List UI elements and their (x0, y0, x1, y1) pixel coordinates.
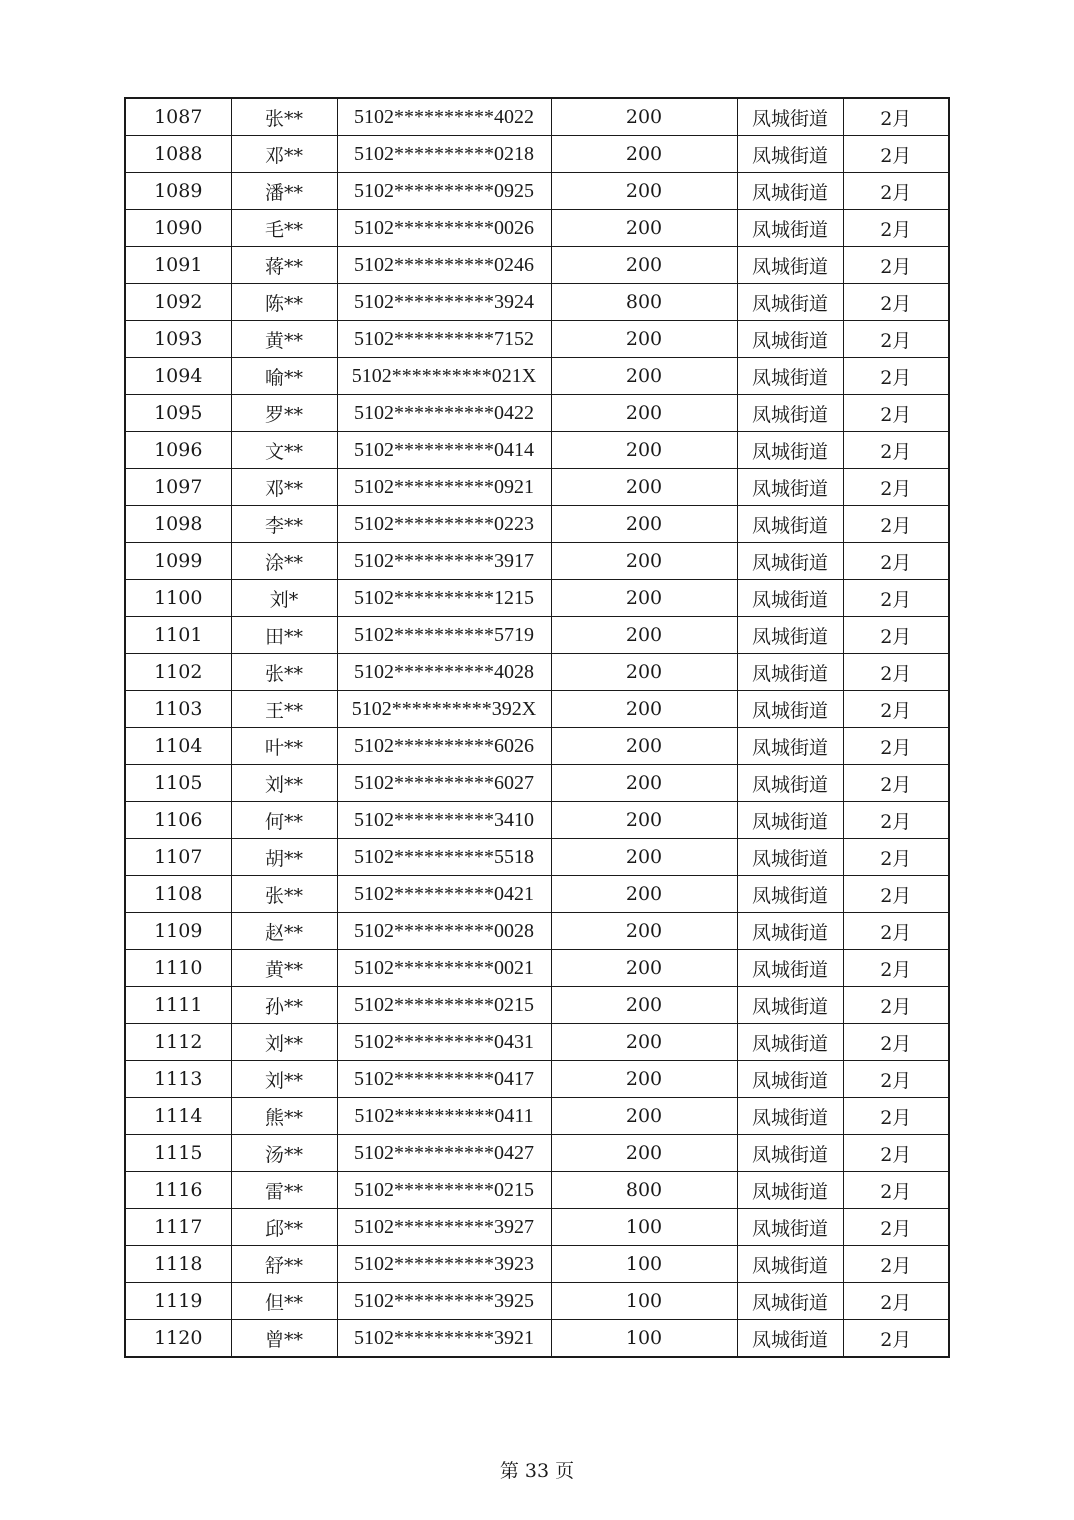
street-cell: 凤城街道 (737, 98, 843, 136)
name-cell: 喻** (231, 358, 337, 395)
street-cell: 凤城街道 (737, 987, 843, 1024)
row-number-cell: 1088 (125, 136, 231, 173)
row-number-cell: 1120 (125, 1320, 231, 1358)
id-number-cell: 5102**********6027 (337, 765, 551, 802)
street-cell: 凤城街道 (737, 950, 843, 987)
row-number-cell: 1106 (125, 802, 231, 839)
street-cell: 凤城街道 (737, 580, 843, 617)
id-number-cell: 5102**********0026 (337, 210, 551, 247)
month-cell: 2月 (843, 173, 949, 210)
table-row (125, 802, 949, 839)
row-number-cell: 1093 (125, 321, 231, 358)
name-cell: 邱** (231, 1209, 337, 1246)
amount-cell: 100 (551, 1320, 737, 1358)
name-cell: 毛** (231, 210, 337, 247)
row-number-cell: 1109 (125, 913, 231, 950)
street-cell: 凤城街道 (737, 247, 843, 284)
amount-cell: 100 (551, 1283, 737, 1320)
table-row (125, 913, 949, 950)
name-cell: 何** (231, 802, 337, 839)
table-row (125, 987, 949, 1024)
name-cell: 但** (231, 1283, 337, 1320)
amount-cell: 200 (551, 1061, 737, 1098)
page-number: 第 33 页 (499, 1460, 575, 1482)
row-number-cell: 1094 (125, 358, 231, 395)
table-row (125, 543, 949, 580)
id-number-cell: 5102**********6026 (337, 728, 551, 765)
amount-cell: 200 (551, 876, 737, 913)
table-row (125, 1209, 949, 1246)
id-number-cell: 5102**********0215 (337, 1172, 551, 1209)
table-row (125, 173, 949, 210)
street-cell: 凤城街道 (737, 1135, 843, 1172)
amount-cell: 200 (551, 1098, 737, 1135)
id-number-cell: 5102**********3923 (337, 1246, 551, 1283)
amount-cell: 200 (551, 1135, 737, 1172)
id-number-cell: 5102**********1215 (337, 580, 551, 617)
name-cell: 王** (231, 691, 337, 728)
table-row (125, 358, 949, 395)
street-cell: 凤城街道 (737, 1098, 843, 1135)
row-number-cell: 1099 (125, 543, 231, 580)
beneficiary-table (124, 97, 950, 1358)
month-cell: 2月 (843, 1024, 949, 1061)
table-row (125, 1283, 949, 1320)
month-cell: 2月 (843, 1061, 949, 1098)
month-cell: 2月 (843, 654, 949, 691)
street-cell: 凤城街道 (737, 358, 843, 395)
row-number-cell: 1115 (125, 1135, 231, 1172)
amount-cell: 100 (551, 1246, 737, 1283)
name-cell: 曾** (231, 1320, 337, 1358)
row-number-cell: 1112 (125, 1024, 231, 1061)
amount-cell: 200 (551, 395, 737, 432)
name-cell: 文** (231, 432, 337, 469)
street-cell: 凤城街道 (737, 802, 843, 839)
name-cell: 潘** (231, 173, 337, 210)
table-row (125, 1135, 949, 1172)
month-cell: 2月 (843, 210, 949, 247)
month-cell: 2月 (843, 136, 949, 173)
street-cell: 凤城街道 (737, 728, 843, 765)
table-row (125, 284, 949, 321)
table-row (125, 247, 949, 284)
table-row (125, 1320, 949, 1358)
street-cell: 凤城街道 (737, 432, 843, 469)
row-number-cell: 1104 (125, 728, 231, 765)
id-number-cell: 5102**********7152 (337, 321, 551, 358)
id-number-cell: 5102**********0921 (337, 469, 551, 506)
row-number-cell: 1098 (125, 506, 231, 543)
street-cell: 凤城街道 (737, 173, 843, 210)
month-cell: 2月 (843, 802, 949, 839)
street-cell: 凤城街道 (737, 210, 843, 247)
name-cell: 刘** (231, 1061, 337, 1098)
month-cell: 2月 (843, 1283, 949, 1320)
id-number-cell: 5102**********0215 (337, 987, 551, 1024)
table-row (125, 950, 949, 987)
amount-cell: 200 (551, 728, 737, 765)
row-number-cell: 1102 (125, 654, 231, 691)
name-cell: 邓** (231, 469, 337, 506)
row-number-cell: 1095 (125, 395, 231, 432)
table-row (125, 136, 949, 173)
street-cell: 凤城街道 (737, 506, 843, 543)
id-number-cell: 5102**********0411 (337, 1098, 551, 1135)
street-cell: 凤城街道 (737, 1209, 843, 1246)
month-cell: 2月 (843, 98, 949, 136)
table-row (125, 765, 949, 802)
row-number-cell: 1113 (125, 1061, 231, 1098)
street-cell: 凤城街道 (737, 913, 843, 950)
amount-cell: 200 (551, 321, 737, 358)
name-cell: 张** (231, 654, 337, 691)
street-cell: 凤城街道 (737, 1061, 843, 1098)
name-cell: 黄** (231, 950, 337, 987)
month-cell: 2月 (843, 1209, 949, 1246)
name-cell: 李** (231, 506, 337, 543)
amount-cell: 800 (551, 284, 737, 321)
row-number-cell: 1089 (125, 173, 231, 210)
id-number-cell: 5102**********5518 (337, 839, 551, 876)
month-cell: 2月 (843, 247, 949, 284)
amount-cell: 200 (551, 802, 737, 839)
amount-cell: 200 (551, 950, 737, 987)
amount-cell: 200 (551, 247, 737, 284)
id-number-cell: 5102**********0223 (337, 506, 551, 543)
name-cell: 雷** (231, 1172, 337, 1209)
name-cell: 黄** (231, 321, 337, 358)
amount-cell: 200 (551, 173, 737, 210)
month-cell: 2月 (843, 876, 949, 913)
street-cell: 凤城街道 (737, 1283, 843, 1320)
month-cell: 2月 (843, 543, 949, 580)
street-cell: 凤城街道 (737, 765, 843, 802)
street-cell: 凤城街道 (737, 876, 843, 913)
name-cell: 田** (231, 617, 337, 654)
id-number-cell: 5102**********0414 (337, 432, 551, 469)
name-cell: 涂** (231, 543, 337, 580)
table-body (125, 98, 949, 1357)
month-cell: 2月 (843, 506, 949, 543)
amount-cell: 200 (551, 432, 737, 469)
id-number-cell: 5102**********5719 (337, 617, 551, 654)
street-cell: 凤城街道 (737, 839, 843, 876)
name-cell: 张** (231, 98, 337, 136)
table-row (125, 839, 949, 876)
table-row (125, 1098, 949, 1135)
street-cell: 凤城街道 (737, 469, 843, 506)
table-row (125, 98, 949, 136)
name-cell: 叶** (231, 728, 337, 765)
id-number-cell: 5102**********0028 (337, 913, 551, 950)
street-cell: 凤城街道 (737, 691, 843, 728)
street-cell: 凤城街道 (737, 654, 843, 691)
row-number-cell: 1090 (125, 210, 231, 247)
table-row (125, 654, 949, 691)
table-row (125, 469, 949, 506)
table-row (125, 506, 949, 543)
amount-cell: 200 (551, 839, 737, 876)
row-number-cell: 1116 (125, 1172, 231, 1209)
row-number-cell: 1117 (125, 1209, 231, 1246)
name-cell: 刘** (231, 1024, 337, 1061)
month-cell: 2月 (843, 321, 949, 358)
street-cell: 凤城街道 (737, 1246, 843, 1283)
id-number-cell: 5102**********0417 (337, 1061, 551, 1098)
id-number-cell: 5102**********0246 (337, 247, 551, 284)
amount-cell: 200 (551, 913, 737, 950)
id-number-cell: 5102**********0422 (337, 395, 551, 432)
id-number-cell: 5102**********0431 (337, 1024, 551, 1061)
month-cell: 2月 (843, 728, 949, 765)
row-number-cell: 1111 (125, 987, 231, 1024)
name-cell: 汤** (231, 1135, 337, 1172)
table-row (125, 432, 949, 469)
month-cell: 2月 (843, 1246, 949, 1283)
id-number-cell: 5102**********0021 (337, 950, 551, 987)
id-number-cell: 5102**********3924 (337, 284, 551, 321)
amount-cell: 200 (551, 358, 737, 395)
row-number-cell: 1114 (125, 1098, 231, 1135)
id-number-cell: 5102**********4028 (337, 654, 551, 691)
amount-cell: 100 (551, 1209, 737, 1246)
month-cell: 2月 (843, 358, 949, 395)
name-cell: 蒋** (231, 247, 337, 284)
amount-cell: 200 (551, 136, 737, 173)
id-number-cell: 5102**********392X (337, 691, 551, 728)
amount-cell: 200 (551, 654, 737, 691)
row-number-cell: 1100 (125, 580, 231, 617)
table-row (125, 617, 949, 654)
row-number-cell: 1087 (125, 98, 231, 136)
name-cell: 罗** (231, 395, 337, 432)
name-cell: 陈** (231, 284, 337, 321)
amount-cell: 200 (551, 765, 737, 802)
row-number-cell: 1091 (125, 247, 231, 284)
name-cell: 孙** (231, 987, 337, 1024)
table-row (125, 876, 949, 913)
street-cell: 凤城街道 (737, 1024, 843, 1061)
row-number-cell: 1119 (125, 1283, 231, 1320)
amount-cell: 200 (551, 210, 737, 247)
month-cell: 2月 (843, 765, 949, 802)
street-cell: 凤城街道 (737, 395, 843, 432)
table-row (125, 1246, 949, 1283)
row-number-cell: 1092 (125, 284, 231, 321)
month-cell: 2月 (843, 617, 949, 654)
amount-cell: 200 (551, 617, 737, 654)
month-cell: 2月 (843, 580, 949, 617)
row-number-cell: 1118 (125, 1246, 231, 1283)
amount-cell: 800 (551, 1172, 737, 1209)
amount-cell: 200 (551, 469, 737, 506)
table-row (125, 1024, 949, 1061)
id-number-cell: 5102**********021X (337, 358, 551, 395)
id-number-cell: 5102**********3927 (337, 1209, 551, 1246)
row-number-cell: 1103 (125, 691, 231, 728)
amount-cell: 200 (551, 1024, 737, 1061)
street-cell: 凤城街道 (737, 284, 843, 321)
month-cell: 2月 (843, 469, 949, 506)
month-cell: 2月 (843, 950, 949, 987)
month-cell: 2月 (843, 1098, 949, 1135)
id-number-cell: 5102**********0925 (337, 173, 551, 210)
street-cell: 凤城街道 (737, 543, 843, 580)
street-cell: 凤城街道 (737, 136, 843, 173)
amount-cell: 200 (551, 987, 737, 1024)
table-row (125, 691, 949, 728)
id-number-cell: 5102**********0427 (337, 1135, 551, 1172)
row-number-cell: 1107 (125, 839, 231, 876)
id-number-cell: 5102**********4022 (337, 98, 551, 136)
id-number-cell: 5102**********3917 (337, 543, 551, 580)
table-row (125, 210, 949, 247)
month-cell: 2月 (843, 1172, 949, 1209)
amount-cell: 200 (551, 506, 737, 543)
row-number-cell: 1108 (125, 876, 231, 913)
table-row (125, 1061, 949, 1098)
name-cell: 刘* (231, 580, 337, 617)
name-cell: 胡** (231, 839, 337, 876)
id-number-cell: 5102**********0218 (337, 136, 551, 173)
month-cell: 2月 (843, 913, 949, 950)
month-cell: 2月 (843, 691, 949, 728)
table-row (125, 395, 949, 432)
amount-cell: 200 (551, 691, 737, 728)
table-row (125, 580, 949, 617)
id-number-cell: 5102**********3925 (337, 1283, 551, 1320)
street-cell: 凤城街道 (737, 1172, 843, 1209)
month-cell: 2月 (843, 1135, 949, 1172)
street-cell: 凤城街道 (737, 617, 843, 654)
amount-cell: 200 (551, 580, 737, 617)
name-cell: 赵** (231, 913, 337, 950)
month-cell: 2月 (843, 432, 949, 469)
name-cell: 刘** (231, 765, 337, 802)
amount-cell: 200 (551, 98, 737, 136)
name-cell: 熊** (231, 1098, 337, 1135)
id-number-cell: 5102**********3410 (337, 802, 551, 839)
table-row (125, 1172, 949, 1209)
id-number-cell: 5102**********0421 (337, 876, 551, 913)
amount-cell: 200 (551, 543, 737, 580)
row-number-cell: 1097 (125, 469, 231, 506)
month-cell: 2月 (843, 395, 949, 432)
month-cell: 2月 (843, 284, 949, 321)
row-number-cell: 1101 (125, 617, 231, 654)
name-cell: 张** (231, 876, 337, 913)
table-row (125, 321, 949, 358)
month-cell: 2月 (843, 987, 949, 1024)
street-cell: 凤城街道 (737, 321, 843, 358)
table-row (125, 728, 949, 765)
id-number-cell: 5102**********3921 (337, 1320, 551, 1358)
row-number-cell: 1096 (125, 432, 231, 469)
month-cell: 2月 (843, 839, 949, 876)
row-number-cell: 1110 (125, 950, 231, 987)
name-cell: 邓** (231, 136, 337, 173)
name-cell: 舒** (231, 1246, 337, 1283)
month-cell: 2月 (843, 1320, 949, 1358)
street-cell: 凤城街道 (737, 1320, 843, 1358)
row-number-cell: 1105 (125, 765, 231, 802)
